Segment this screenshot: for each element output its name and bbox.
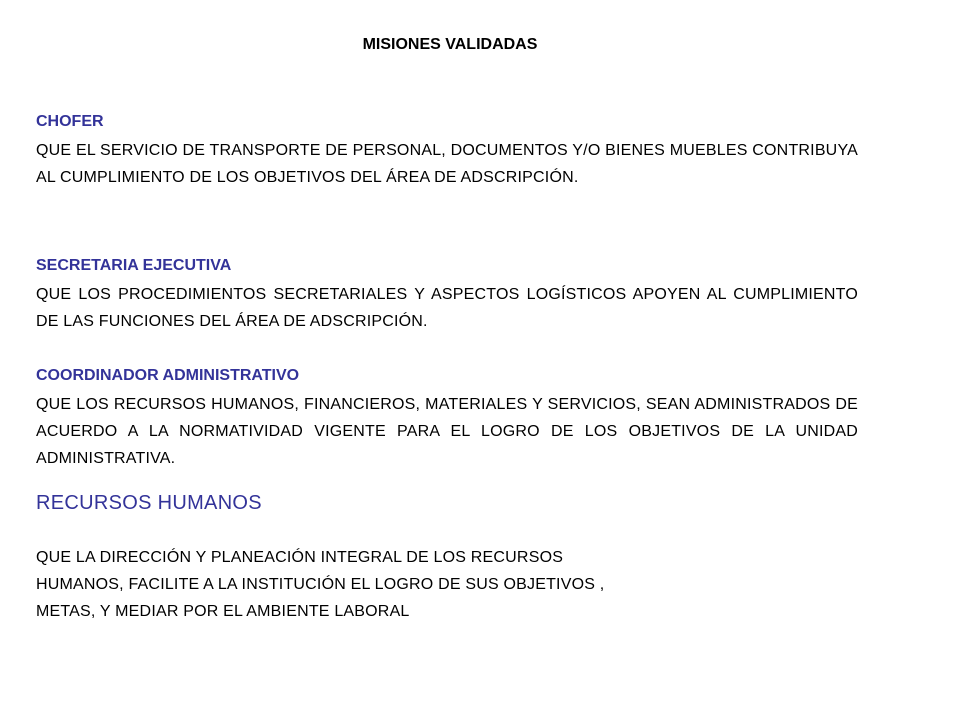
text-line: HUMANOS, FACILITE A LA INSTITUCIÓN EL LOGRO DE SUS OBJETIVOS , (36, 576, 605, 593)
section-secretaria-ejecutiva (36, 256, 858, 335)
section-chofer (36, 112, 858, 191)
section-heading: CHOFER (36, 113, 104, 130)
section-text: QUE LOS PROCEDIMIENTOS SECRETARIALES Y ASPECTOS LOGÍSTICOS APOYEN AL CUMPLIMIENTO DE LAS FUNCIONES DEL ÁREA DE ADSCRIPCIÓN. (36, 286, 858, 330)
text-line: QUE LA DIRECCIÓN Y PLANEACIÓN INTEGRAL DE LOS RECURSOS (36, 549, 564, 566)
recursos-humanos-heading: RECURSOS HUMANOS (36, 492, 262, 514)
section-heading: COORDINADOR ADMINISTRATIVO (36, 367, 300, 384)
recursos-humanos-text (36, 544, 816, 625)
page-title: MISIONES VALIDADAS (362, 36, 538, 53)
section-text: QUE LOS RECURSOS HUMANOS, FINANCIEROS, MATERIALES Y SERVICIOS, SEAN ADMINISTRADOS DE ACUERDO A LA NORMATIVIDAD VIGENTE PARA EL LOGRO DE LOS OBJETIVOS DE LA UNIDAD ADMINISTRATIVA. (36, 396, 858, 467)
section-heading: SECRETARIA EJECUTIVA (36, 257, 232, 274)
section-coordinador-administrativo (36, 366, 858, 472)
text-line: METAS, Y MEDIAR POR EL AMBIENTE LABORAL (36, 603, 410, 620)
section-text: QUE EL SERVICIO DE TRANSPORTE DE PERSONAL, DOCUMENTOS Y/O BIENES MUEBLES CONTRIBUYA AL CUMPLIMIENTO DE LOS OBJETIVOS DEL ÁREA DE ADSCRIPCIÓN. (36, 142, 858, 186)
